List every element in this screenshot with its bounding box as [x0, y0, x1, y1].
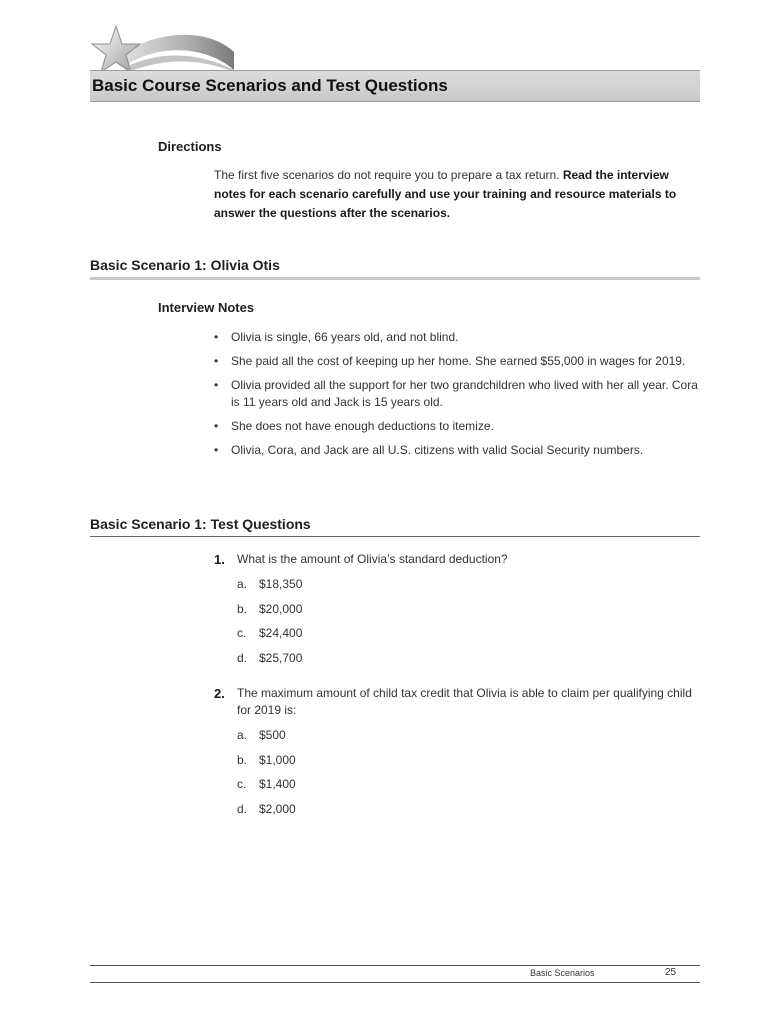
answer-option [237, 776, 704, 801]
footer-divider [90, 965, 700, 966]
directions-bold-text: Read the interview notes for each scenario carefully and use your training and resource materials to answer the questions after the scenarios. [214, 168, 677, 220]
option-letter: c. [237, 777, 247, 791]
option-text: $1,000 [259, 752, 296, 767]
option-text: $18,350 [259, 577, 303, 591]
note-text: She paid all the cost of keeping up her home. She earned $55,000 in wages for 2019. [231, 354, 686, 368]
answer-option [237, 752, 704, 777]
answer-option [237, 650, 704, 675]
option-letter: b. [237, 601, 248, 616]
option-letter: a. [237, 728, 248, 742]
question-text: The maximum amount of child tax credit that Olivia is able to claim per qualifying child for 2019 is: [237, 686, 692, 717]
question-text: What is the amount of Olivia’s standard deduction? [237, 552, 508, 566]
option-letter: b. [237, 752, 248, 767]
question-stem [214, 551, 704, 568]
question-2 [214, 685, 704, 825]
scenario-heading: Basic Scenario 1: Olivia Otis [90, 257, 700, 280]
test-questions-heading: Basic Scenario 1: Test Questions [90, 516, 700, 537]
answer-option [237, 727, 704, 752]
option-text: $25,700 [259, 650, 303, 665]
page-number: 25 [665, 967, 677, 978]
note-text: She does not have enough deductions to itemize. [231, 419, 494, 433]
option-text: $20,000 [259, 601, 303, 616]
option-text: $24,400 [259, 626, 303, 640]
footer-divider [90, 982, 700, 983]
interview-notes-heading: Interview Notes [158, 300, 255, 315]
bullet-icon: • [214, 330, 219, 344]
bullet-icon: • [214, 443, 219, 457]
list-item [214, 442, 704, 459]
note-text: Olivia provided all the support for her two grandchildren who lived with her all year. Cora is 11 years old and Jack is 15 years old. [231, 378, 698, 409]
list-item [214, 418, 704, 435]
answer-option [237, 801, 704, 826]
answer-options [237, 727, 704, 825]
option-letter: c. [237, 626, 247, 640]
page-title: Basic Course Scenarios and Test Questions [92, 76, 448, 95]
option-letter: d. [237, 650, 248, 665]
answer-options [237, 576, 704, 674]
list-item [214, 377, 704, 411]
answer-option [237, 601, 704, 626]
option-text: $2,000 [259, 801, 296, 816]
option-letter: a. [237, 577, 248, 591]
option-text: $1,400 [259, 777, 296, 791]
bullet-icon: • [214, 378, 219, 392]
list-item [214, 353, 704, 370]
directions-heading: Directions [158, 139, 222, 154]
page-title-bar [90, 70, 700, 102]
directions-text [214, 166, 704, 223]
question-1 [214, 551, 704, 674]
directions-plain-text: The first five scenarios do not require you to prepare a tax return. [214, 168, 563, 182]
note-text: Olivia is single, 66 years old, and not blind. [231, 330, 459, 344]
list-item [214, 329, 704, 346]
question-stem [214, 685, 704, 719]
interview-notes-list [214, 329, 704, 466]
answer-option [237, 625, 704, 650]
option-text: $500 [259, 728, 286, 742]
question-number: 2. [214, 686, 225, 701]
bullet-icon: • [214, 354, 219, 368]
note-text: Olivia, Cora, and Jack are all U.S. citizens with valid Social Security numbers. [231, 443, 644, 457]
option-letter: d. [237, 801, 248, 816]
bullet-icon: • [214, 419, 219, 433]
question-number: 1. [214, 552, 225, 567]
answer-option [237, 576, 704, 601]
footer-section-label: Basic Scenarios [530, 968, 595, 978]
